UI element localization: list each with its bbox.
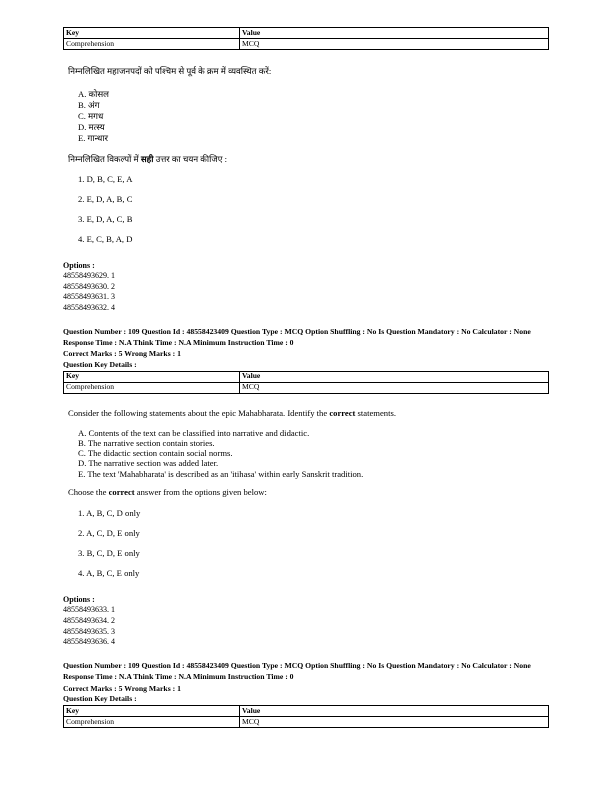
choose-instruction [68,154,549,164]
answer-option: 4. E, C, B, A, D [78,233,133,244]
prompt-text: निम्नलिखित महाजनपदों को पश्चिम से पूर्व के क्रम में व्यवस्थित करें: [68,66,272,76]
key-details-label: Question Key Details : [63,359,137,369]
table-row [64,717,549,728]
answer-option: 3. B, C, D, E only [78,547,140,558]
metadata-line-1: Question Number : 109 Question Id : 48558423409 Question Type : MCQ Option Shuffling : No Is Question Mandatory : No Calculator : None [63,326,531,336]
value-header-cell: Value [240,28,549,39]
answer-option-list [78,175,549,244]
question-block-1 [63,66,549,394]
table-row [64,382,549,393]
value-cell: MCQ [240,382,549,393]
prompt-bold-text: correct [329,407,356,418]
question-prompt [68,408,549,418]
choose-bold-text: correct [108,486,135,497]
answer-option: 2. A, C, D, E only [78,527,140,538]
key-cell: Comprehension [64,39,240,50]
choose-bold-text: सही [140,153,154,164]
page-content [63,0,549,728]
prompt-text-suffix: statements. [355,407,396,418]
answer-option: 4. A, B, C, E only [78,567,140,578]
key-details-label: Question Key Details : [63,694,137,704]
key-header-cell: Key [64,706,240,717]
marks-line: Correct Marks : 5 Wrong Marks : 1 [63,349,181,359]
statement-item: C. मगध [78,110,104,121]
option-id: 48558493634. 2 [63,616,115,626]
choose-text-suffix: उत्तर का चयन कीजिए : [153,153,227,164]
answer-option: 1. A, B, C, D only [78,507,141,518]
answer-option: 1. D, B, C, E, A [78,173,133,184]
question-prompt [68,66,549,76]
key-header-cell: Key [64,28,240,39]
question-metadata [63,661,549,704]
table-header-row [64,371,549,382]
option-ids-section [63,261,549,314]
question-key-table [63,705,549,728]
choose-text: Choose the [68,486,109,497]
statement-item: B. The narrative section contain stories. [78,438,215,449]
statement-item: D. मत्स्य [78,121,105,132]
statement-item: E. The text 'Mahabharata' is described as an 'itihasa' within early Sanskrit tradition. [78,468,364,479]
statement-item: D. The narrative section was added later. [78,458,219,469]
prompt-text: Consider the following statements about the epic Mahabharata. Identify the [68,407,330,418]
option-id: 48558493633. 1 [63,605,115,615]
table-header-row [64,28,549,39]
option-id: 48558493630. 2 [63,281,115,291]
table-header-row [64,706,549,717]
metadata-line-2: Response Time : N.A Think Time : N.A Minimum Instruction Time : 0 [63,672,294,682]
answer-option: 3. E, D, A, C, B [78,213,133,224]
statement-item: A. कोसल [78,89,109,99]
question-block-2 [63,408,549,728]
marks-line: Correct Marks : 5 Wrong Marks : 1 [63,683,181,693]
statement-list [78,428,549,479]
metadata-line-2: Response Time : N.A Think Time : N.A Minimum Instruction Time : 0 [63,337,294,347]
question-key-table [63,371,549,394]
option-id: 48558493635. 3 [63,626,115,636]
metadata-line-1: Question Number : 109 Question Id : 48558423409 Question Type : MCQ Option Shuffling : No Is Question Mandatory : No Calculator : None [63,661,531,671]
choose-text: निम्नलिखित विकल्पों में [68,153,141,164]
value-header-cell: Value [240,371,549,382]
option-id: 48558493632. 4 [63,303,115,313]
statement-item: A. Contents of the text can be classified into narrative and didactic. [78,427,310,438]
key-cell: Comprehension [64,382,240,393]
option-id: 48558493631. 3 [63,292,115,302]
value-cell: MCQ [240,717,549,728]
value-header-cell: Value [240,706,549,717]
options-label: Options : [63,260,95,270]
statement-item: C. The didactic section contain social norms. [78,448,233,459]
option-ids-section [63,595,549,648]
options-label: Options : [63,594,95,604]
key-header-cell: Key [64,371,240,382]
answer-option: 2. E, D, A, B, C [78,193,133,204]
question-key-table [63,27,549,50]
option-id: 48558493629. 1 [63,271,115,281]
choose-text-suffix: answer from the options given below: [134,486,267,497]
statement-item: E. गान्धार [78,132,109,143]
statement-item: B. अंग [78,99,100,110]
question-metadata [63,327,549,370]
choose-instruction [68,487,549,497]
answer-option-list [78,509,549,578]
option-id: 48558493636. 4 [63,637,115,647]
value-cell: MCQ [240,39,549,50]
table-row [64,39,549,50]
key-cell: Comprehension [64,717,240,728]
statement-list [78,89,549,144]
